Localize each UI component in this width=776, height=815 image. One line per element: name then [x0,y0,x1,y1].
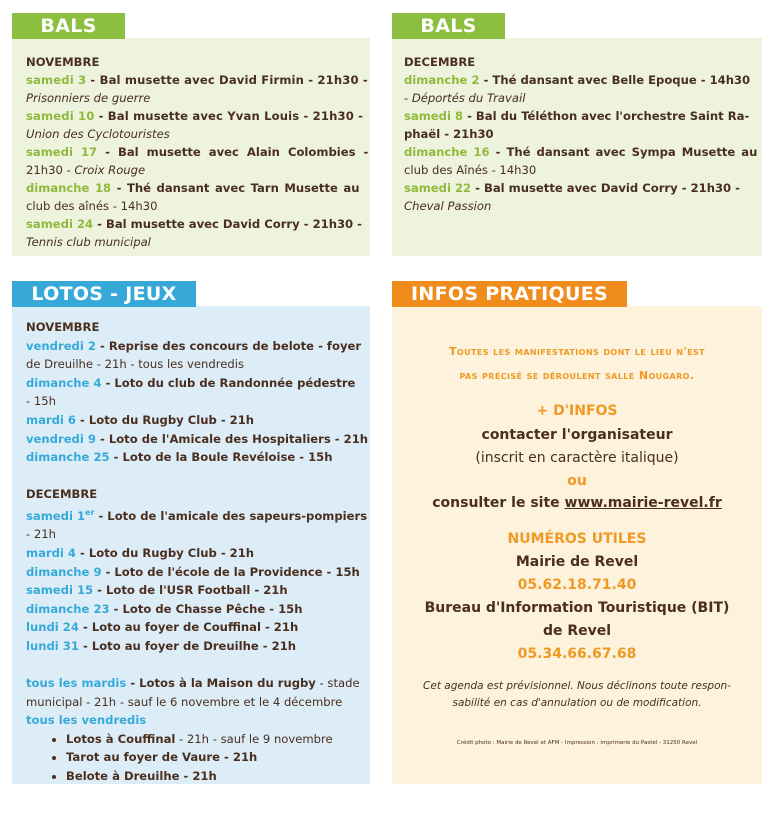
event-text: - Thé dansant avec Belle Epoque - 14h30 [479,73,751,87]
disclaimer: sabilité en cas d'annulation ou de modification. [452,697,702,709]
bals-november-title: BALS [12,13,125,39]
month-heading: DECEMBRE [26,487,98,502]
credits: Crédit photo : Mairie de Revel et AFM - Impression : imprimerie du Pastel - 31250 Revel [456,740,698,746]
bit-phone: 05.34.66.67.68 [517,646,637,662]
event-date: lundi 31 [26,638,79,653]
event-date: mardi 4 [26,545,76,560]
weekly-list [26,730,362,786]
event-text: - Loto au foyer de Dreuilhe - 21h [78,638,297,653]
event-date: dimanche 2 [404,73,480,87]
event-text: - Loto du Rugby Club - 21h [76,545,255,560]
event-text: - Loto de l'amicale des sapeurs-pompiers [94,508,368,523]
event-text: - Bal musette avec David Corry - 21h30 - [93,217,362,231]
event-date: dimanche 4 [26,375,102,390]
useful-numbers-heading: NUMÉROS UTILES [507,531,647,547]
month-heading: DECEMBRE [404,55,476,69]
website-line [392,495,762,511]
event-text: municipal - 21h - sauf le 6 novembre et le 4 décembre [26,694,343,709]
event-organizer: Croix Rouge [74,163,146,177]
event-text: - Bal du Téléthon avec l'orchestre Saint Ra- [463,109,750,123]
event-text: - Thé dansant avec Tarn Musette au [111,181,360,195]
event-text: - Reprise des concours de belote - foyer [95,338,362,353]
event-text: - Bal musette avec David Firmin - 21h30 - [86,73,368,87]
event-date: vendredi 2 [26,338,96,353]
event-text: Lotos à Couffinal [66,731,176,746]
bals-december-list [404,53,758,215]
more-info-heading: + D'INFOS [536,403,618,419]
event-organizer: Union des Cyclotouristes [26,127,170,141]
event-date: dimanche 25 [26,450,110,465]
list-item [66,767,362,786]
bit-name: de Revel [542,623,612,639]
lotos-list [26,318,369,785]
event-date: samedi 3 [26,73,87,87]
mairie-name: Mairie de Revel [515,554,639,570]
event-date: mardi 6 [26,412,76,427]
event-text: - Loto de Chasse Pêche - 15h [109,601,303,616]
event-text: - [404,91,412,105]
lotos-title: LOTOS - JEUX [12,281,196,307]
bit-name: Bureau d'Information Touristique (BIT) [424,600,730,616]
event-date: samedi 24 [26,217,94,231]
event-date: dimanche 18 [26,181,112,195]
event-text: - Loto de l'école de la Providence - 15h [101,564,360,579]
event-text: - Loto de la Boule Revéloise - 15h [109,450,333,465]
venue-notice: pas précisé se déroulent salle Nougaro. [459,369,695,382]
event-date: dimanche 23 [26,601,110,616]
event-date: samedi 1 [26,508,86,523]
event-text: Belote à Dreuilhe - 21h [66,768,217,783]
mairie-phone: 05.62.18.71.40 [517,577,637,593]
event-organizer: Déportés du Travail [411,91,526,105]
venue-notice: Toutes les manifestations dont le lieu n'est [449,345,705,358]
event-text: - Thé dansant avec Sympa Musette au [489,145,758,159]
event-text: - Bal musette avec Yvan Louis - 21h30 - [94,109,364,123]
event-text: - Loto du club de Randonnée pédestre [101,375,356,390]
event-date-suffix: er [85,507,95,517]
event-organizer: Cheval Passion [404,199,492,213]
event-text: Tarot au foyer de Vaure - 21h [66,750,258,765]
bals-december-title: BALS [392,13,505,39]
event-date: samedi 15 [26,583,94,598]
event-text: - Loto au foyer de Couffinal - 21h [78,620,299,635]
bals-november-list [26,53,369,251]
event-text: - Loto de l'Amicale des Hospitaliers - 21h [95,431,369,446]
list-item [66,730,362,749]
event-text: - Loto du Rugby Club - 21h [76,412,255,427]
event-text: - stade [315,676,360,691]
event-date: samedi 8 [404,109,464,123]
month-heading: NOVEMBRE [26,320,100,334]
disclaimer: Cet agenda est prévisionnel. Nous déclinons toute respon- [423,680,731,692]
event-text: - 15h [26,394,56,409]
italic-note: (inscrit en caractère italique) [475,450,679,466]
event-date: samedi 22 [404,181,472,195]
list-item [66,748,362,767]
event-text: phaël - 21h30 [404,127,494,141]
event-text: de Dreuilhe - 21h - tous les vendredis [26,357,244,372]
event-date: samedi 17 [26,145,98,159]
event-text: - Lotos à la Maison du rugby [126,676,316,691]
event-text: club des aînés - 14h30 [26,199,158,213]
month-heading: NOVEMBRE [26,55,100,69]
event-date: lundi 24 [26,620,79,635]
event-text: club des Aînés - 14h30 [404,163,537,177]
event-organizer: Prisonniers de guerre [26,91,151,105]
event-text: 21h30 - [26,163,75,177]
event-text: - 21h [26,527,56,542]
event-text: - Bal musette avec David Corry - 21h30 - [471,181,740,195]
event-organizer: Tennis club municipal [26,235,151,249]
infos-title: INFOS PRATIQUES [392,281,627,307]
website-prefix: consulter le site [432,495,565,511]
website-link[interactable]: www.mairie-revel.fr [564,495,722,511]
event-text: - 21h - sauf le 9 novembre [175,731,333,746]
or-text: ou [567,473,587,489]
event-text: - Bal musette avec Alain Colombies - [97,145,369,159]
event-date: samedi 10 [26,109,95,123]
event-date: tous les vendredis [26,713,147,728]
event-date: vendredi 9 [26,431,96,446]
event-text: - Loto de l'USR Football - 21h [93,583,288,598]
event-date: dimanche 9 [26,564,102,579]
event-date: dimanche 16 [404,145,490,159]
contact-text: contacter l'organisateur [481,427,673,443]
event-date: tous les mardis [26,676,127,691]
